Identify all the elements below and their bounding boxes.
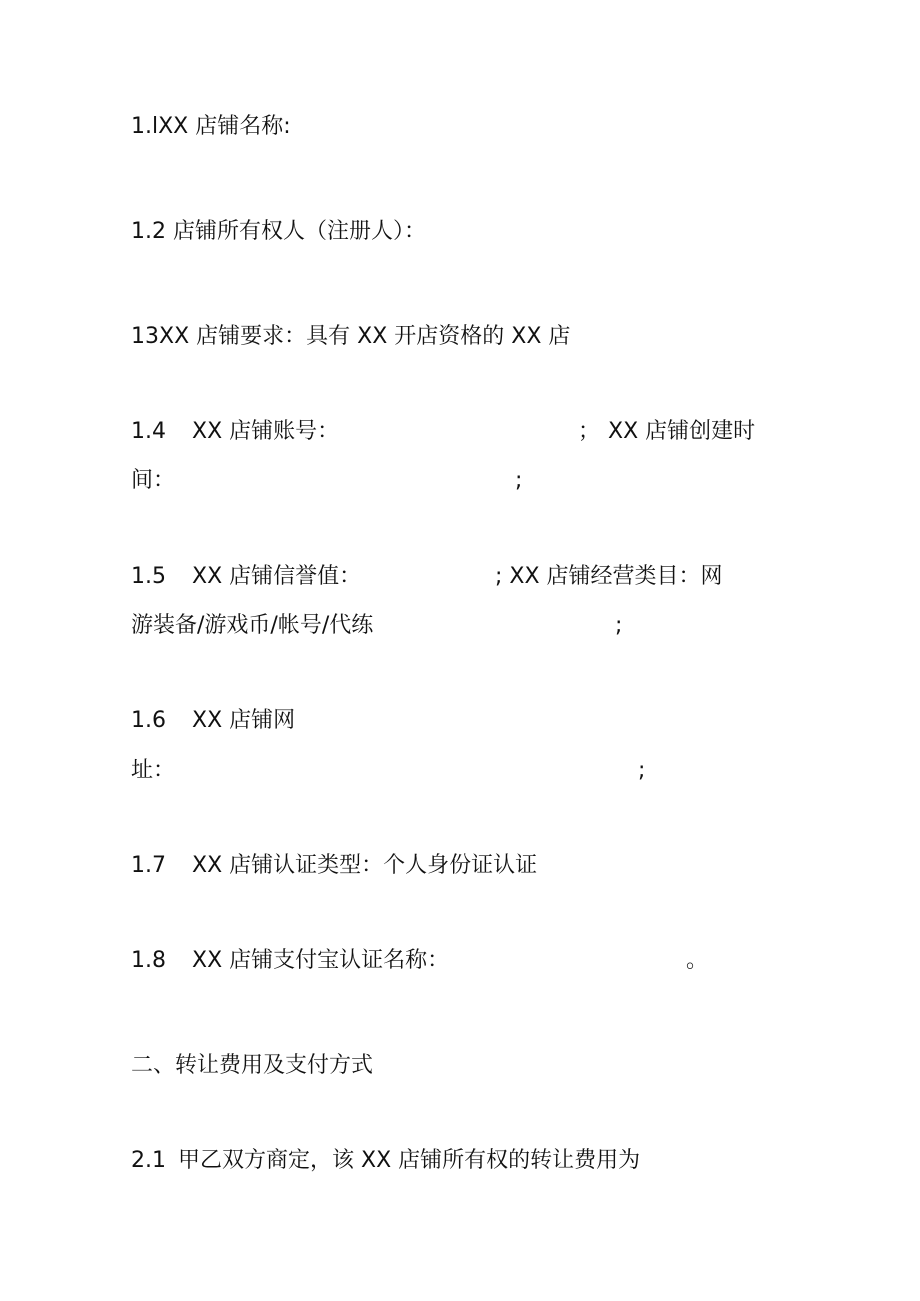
item-1-7-certification-type: [131, 853, 537, 879]
item-1-4-shop-account: [131, 419, 339, 445]
item-1-6-shop-url: [131, 708, 295, 734]
item-1-4-end-semicolon: ;: [515, 468, 523, 493]
item-number: 1.7: [131, 853, 166, 878]
item-label: XX 店铺支付宝认证名称：: [192, 948, 450, 973]
item-1-5-category-label: ; XX 店铺经营类目：网: [495, 564, 723, 589]
item-1-4-separator: ；: [578, 419, 601, 444]
item-label: XX 店铺网: [192, 708, 296, 733]
item-1-5-continuation: 游装备/游戏币/帐号/代练: [131, 613, 374, 638]
item-1-4-continuation: 间：: [131, 468, 176, 493]
item-1-5-end-semicolon: ;: [615, 613, 623, 638]
section-2-heading: 二、转让费用及支付方式: [131, 1053, 374, 1078]
item-label: XX 店铺信誉值：: [192, 564, 362, 589]
item-1-8-end-period: 。: [686, 948, 709, 973]
item-number: 1.5: [131, 564, 166, 589]
item-number: 1.8: [131, 948, 166, 973]
item-number: 1.6: [131, 708, 166, 733]
item-label: XX 店铺账号：: [192, 419, 340, 444]
item-1-2-shop-owner: 1.2 店铺所有权人（注册人）：: [131, 219, 426, 244]
item-1-6-continuation: 址：: [131, 758, 176, 783]
item-label: 甲乙双方商定，该 XX 店铺所有权的转让费用为: [178, 1148, 641, 1173]
item-number: 2.1: [131, 1148, 166, 1173]
item-1-6-end-semicolon: ;: [638, 758, 646, 783]
item-number: 1.4: [131, 419, 166, 444]
item-label: XX 店铺认证类型：个人身份证认证: [192, 853, 538, 878]
item-2-1-transfer-fee: [131, 1148, 640, 1174]
item-1-8-alipay-name: [131, 948, 449, 974]
item-1-3-shop-requirement: 13XX 店铺要求：具有 XX 开店资格的 XX 店: [131, 324, 571, 349]
item-1-5-shop-credit: [131, 564, 361, 590]
item-1-1-shop-name: 1.lXX 店铺名称:: [131, 114, 291, 139]
item-1-4-created-time-label: XX 店铺创建时: [608, 419, 756, 444]
